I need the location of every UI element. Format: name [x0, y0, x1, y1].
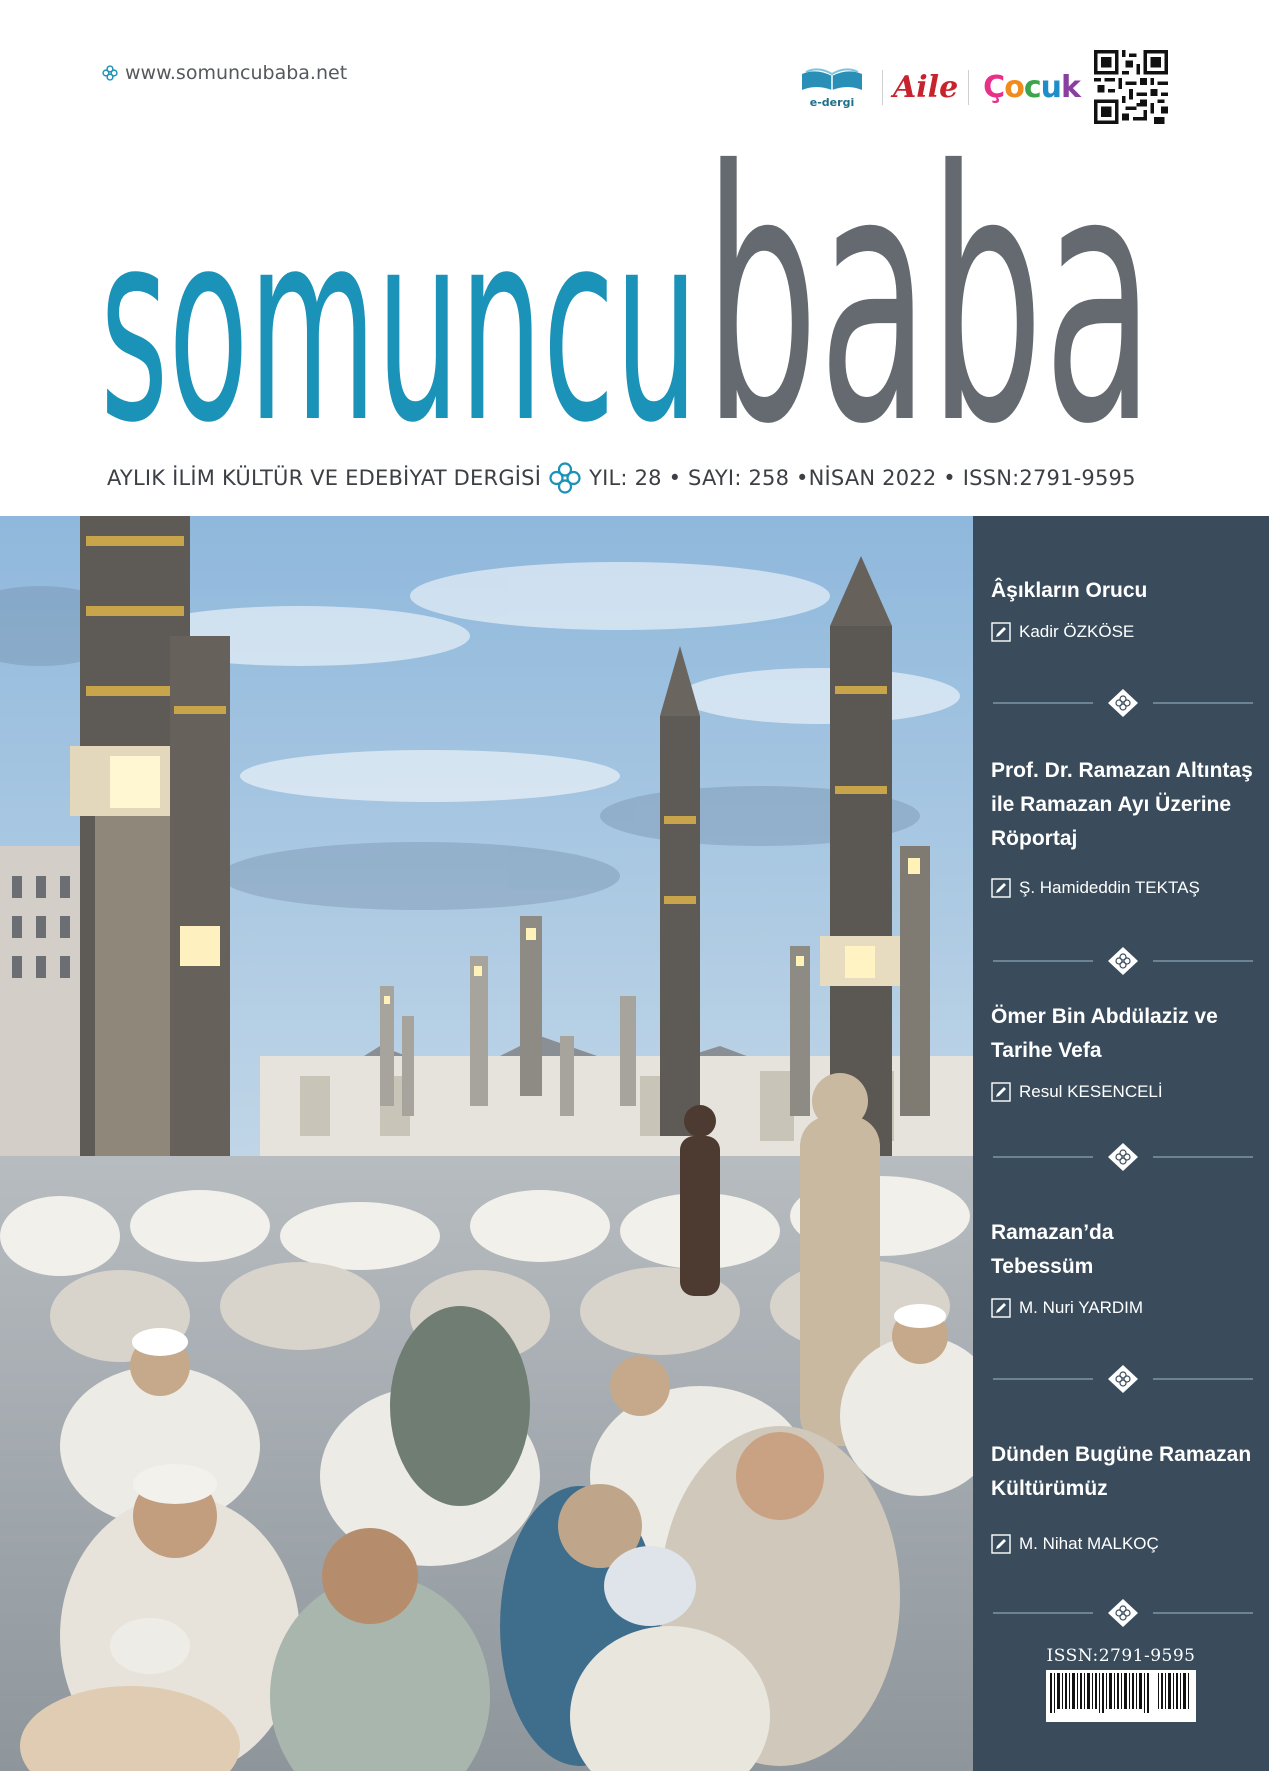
ornament-divider	[993, 946, 1253, 976]
masthead-somuncu: somuncu	[100, 175, 698, 440]
article-author	[991, 1298, 1261, 1318]
pen-icon	[991, 1534, 1011, 1554]
barcode-block	[1031, 1646, 1211, 1722]
url-text: www.somuncubaba.net	[125, 62, 348, 84]
edergi-logo[interactable]	[796, 54, 868, 120]
cover-photo	[0, 516, 973, 1771]
cocuk-logo[interactable]: Çocuk	[983, 69, 1080, 105]
knot-ornament-icon	[547, 460, 583, 496]
article-author	[991, 622, 1261, 642]
issue-info: YIL: 28 • SAYI: 258 •NİSAN 2022 • ISSN:2791-9595	[589, 466, 1136, 490]
ornament-divider	[993, 1364, 1253, 1394]
article-author	[991, 1082, 1261, 1102]
ornament-divider	[993, 1142, 1253, 1172]
knot-ornament-icon	[101, 64, 119, 82]
article-title: Âşıkların Orucu	[991, 579, 1148, 602]
barcode-icon	[1046, 1670, 1196, 1722]
issue-subline	[107, 460, 1167, 496]
author-name: M. Nihat MALKOÇ	[1019, 1534, 1159, 1553]
article-sidebar	[973, 516, 1269, 1771]
pen-icon	[991, 622, 1011, 642]
article-title: Dünden Bugüne Ramazan Kültürümüz	[991, 1443, 1252, 1500]
issn-label: ISSN:2791-9595	[1046, 1646, 1196, 1666]
article-author	[991, 1534, 1261, 1554]
article-title: Ramazan’da Tebessüm	[991, 1221, 1114, 1278]
masthead-baba: baba	[704, 120, 1154, 440]
article-title: Prof. Dr. Ramazan Altıntaş ile Ramazan Ayı Üzerine Röportaj	[991, 759, 1253, 850]
magazine-tagline: AYLIK İLİM KÜLTÜR VE EDEBİYAT DERGİSİ	[107, 466, 542, 490]
author-name: Resul KESENCELİ	[1019, 1082, 1163, 1101]
masthead-wordmark	[100, 120, 1160, 440]
edergi-label: e-dergi	[809, 96, 855, 109]
author-name: Ş. Hamideddin TEKTAŞ	[1019, 878, 1200, 897]
mosque-courtyard-illustration	[0, 516, 973, 1771]
author-name: Kadir ÖZKÖSE	[1019, 622, 1135, 641]
article-item[interactable]	[991, 1438, 1261, 1554]
qr-code-icon[interactable]	[1094, 50, 1168, 124]
article-author	[991, 878, 1261, 898]
author-name: M. Nuri YARDIM	[1019, 1298, 1144, 1317]
ornament-divider	[993, 1598, 1253, 1628]
pen-icon	[991, 1298, 1011, 1318]
pen-icon	[991, 878, 1011, 898]
open-book-icon	[800, 68, 864, 92]
website-url[interactable]	[101, 62, 347, 84]
article-item[interactable]	[991, 1000, 1261, 1102]
article-item[interactable]	[991, 1216, 1261, 1318]
article-item[interactable]	[991, 574, 1261, 642]
article-title: Ömer Bin Abdülaziz ve Tarihe Vefa	[991, 1005, 1218, 1062]
aile-logo[interactable]: Aile	[882, 70, 969, 105]
article-item[interactable]	[991, 754, 1261, 898]
ornament-divider	[993, 688, 1253, 718]
pen-icon	[991, 1082, 1011, 1102]
partner-logos	[796, 50, 1168, 124]
